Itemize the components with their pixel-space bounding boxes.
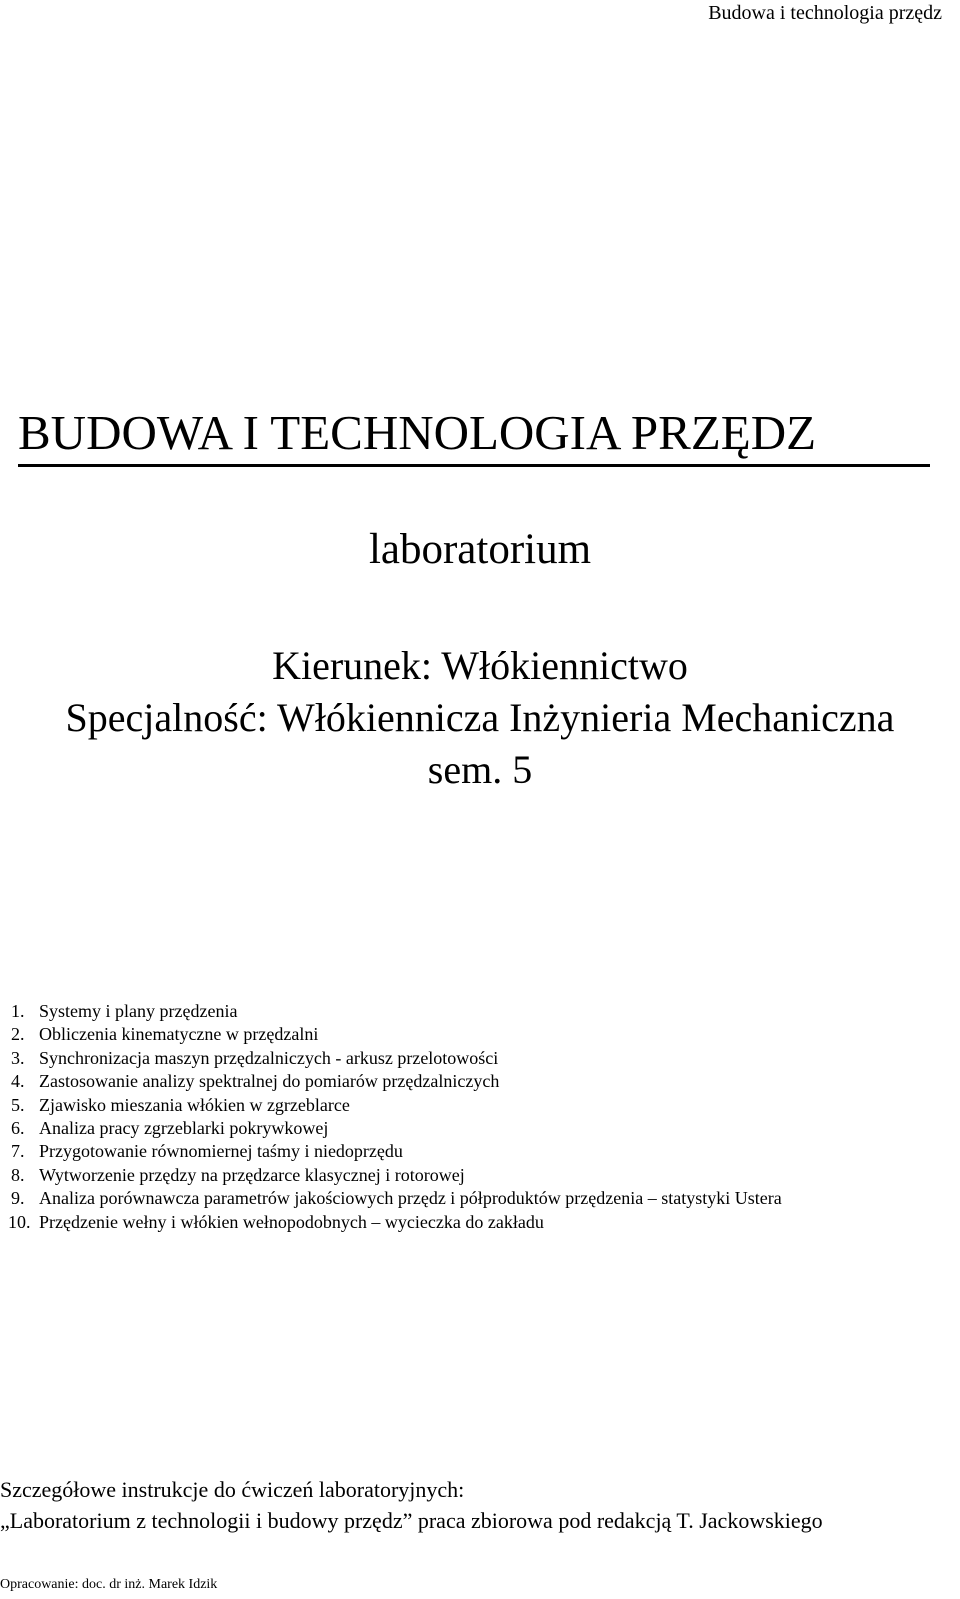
semester-line: sem. 5 bbox=[427, 747, 533, 792]
topic-list bbox=[8, 1000, 782, 1234]
instructions-heading: Szczegółowe instrukcje do ćwiczeń laboratoryjnych: bbox=[0, 1477, 465, 1502]
list-item-number: 2. bbox=[11, 1024, 25, 1045]
list-item-text: Zjawisko mieszania włókien w zgrzeblarce bbox=[39, 1094, 350, 1115]
list-item-text: Analiza porównawcza parametrów jakościowych przędz i półproduktów przędzenia – statystyki Ustera bbox=[39, 1188, 782, 1209]
list-item-text: Synchronizacja maszyn przędzalniczych - arkusz przelotowości bbox=[39, 1047, 499, 1068]
document-subtitle: laboratorium bbox=[368, 526, 592, 573]
list-item-number: 9. bbox=[11, 1188, 25, 1209]
list-item-number: 6. bbox=[11, 1118, 25, 1139]
list-item bbox=[8, 1211, 782, 1234]
list-item bbox=[8, 1023, 782, 1046]
list-item-number: 8. bbox=[11, 1164, 25, 1185]
list-item-text: Obliczenia kinematyczne w przędzalni bbox=[39, 1024, 319, 1045]
course-specs bbox=[0, 640, 960, 796]
document-title: BUDOWA I TECHNOLOGIA PRZĘDZ bbox=[18, 402, 930, 467]
list-item-text: Przygotowanie równomiernej taśmy i niedoprzędu bbox=[39, 1141, 403, 1162]
instructions-block bbox=[0, 1474, 823, 1536]
list-item bbox=[8, 1094, 782, 1117]
list-item-text: Wytworzenie przędzy na przędzarce klasycznej i rotorowej bbox=[39, 1164, 465, 1185]
list-item-number: 5. bbox=[11, 1094, 25, 1115]
list-item bbox=[8, 1164, 782, 1187]
list-item-text: Systemy i plany przędzenia bbox=[39, 1001, 238, 1021]
instructions-reference: „Laboratorium z technologii i budowy przędz” praca zbiorowa pod redakcją T. Jackowskiego bbox=[0, 1508, 823, 1533]
list-item bbox=[8, 1000, 782, 1023]
list-item-text: Analiza pracy zgrzeblarki pokrywkowej bbox=[39, 1118, 329, 1139]
kierunek-line: Kierunek: Włókiennictwo bbox=[272, 643, 688, 688]
list-item bbox=[8, 1117, 782, 1140]
specjalnosc-line: Specjalność: Włókiennicza Inżynieria Mechaniczna bbox=[65, 695, 895, 740]
list-item-text: Przędzenie wełny i włókien wełnopodobnych – wycieczka do zakładu bbox=[39, 1211, 544, 1232]
list-item-number: 1. bbox=[11, 1001, 25, 1021]
list-item bbox=[8, 1047, 782, 1070]
list-item bbox=[8, 1070, 782, 1093]
footer-author: Opracowanie: doc. dr inż. Marek Idzik bbox=[0, 1577, 218, 1592]
list-item bbox=[8, 1140, 782, 1163]
list-item-number: 4. bbox=[11, 1071, 25, 1092]
list-item-number: 7. bbox=[11, 1141, 25, 1162]
list-item-number: 10. bbox=[8, 1211, 31, 1232]
running-header: Budowa i technologia przędz bbox=[708, 2, 942, 24]
list-item-number: 3. bbox=[11, 1047, 25, 1068]
list-item-text: Zastosowanie analizy spektralnej do pomiarów przędzalniczych bbox=[39, 1071, 500, 1092]
list-item bbox=[8, 1187, 782, 1210]
